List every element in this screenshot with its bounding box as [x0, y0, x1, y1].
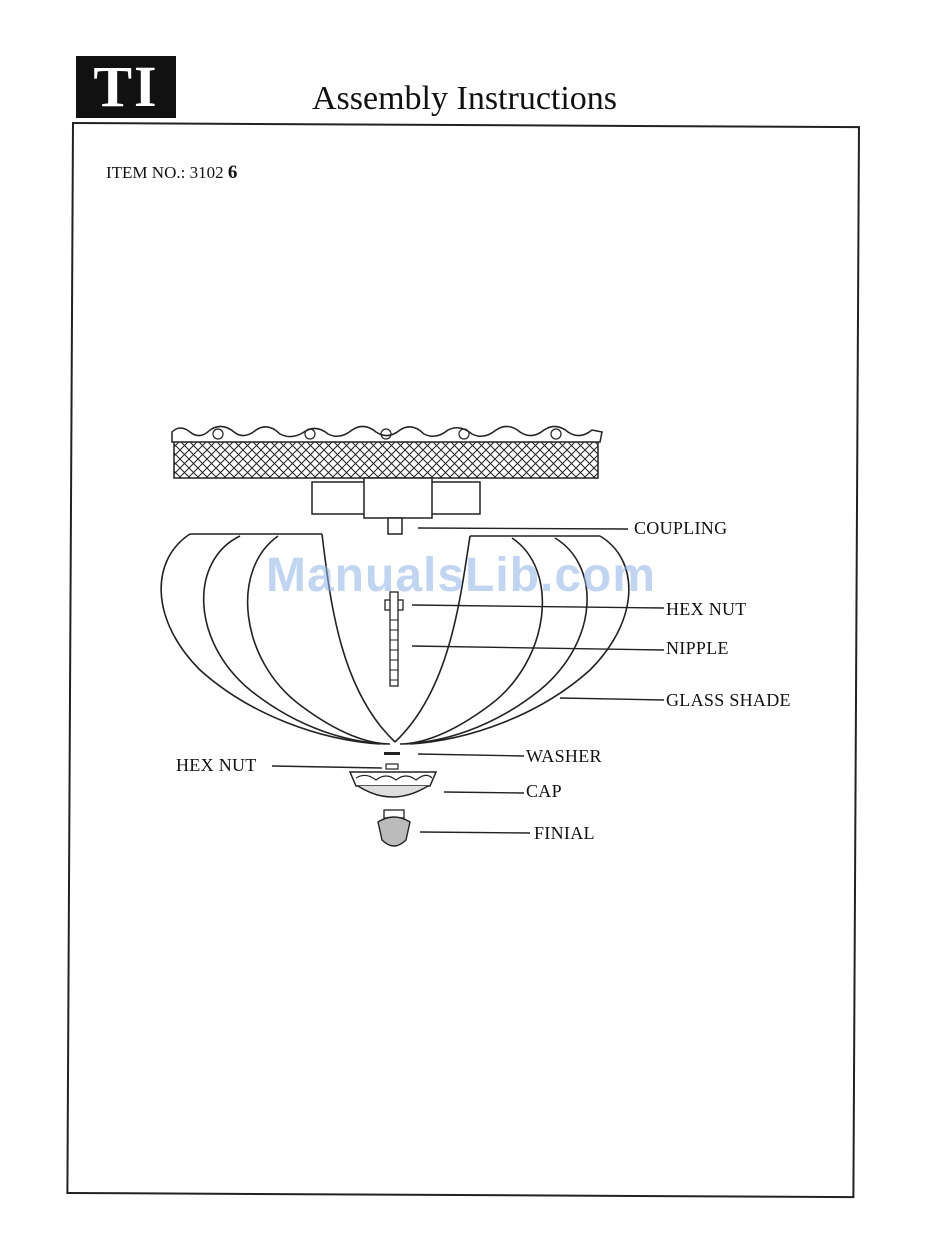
washer-part: [384, 752, 400, 755]
item-number-label: ITEM NO.: 3102: [106, 163, 224, 182]
nipple-part: [390, 592, 398, 686]
label-hex-nut-upper: HEX NUT: [666, 599, 747, 619]
cap-part: [350, 772, 436, 797]
label-coupling: COUPLING: [634, 518, 728, 538]
canopy: [172, 426, 602, 478]
brand-logo: TI: [76, 56, 176, 118]
label-hex-nut-lower: HEX NUT: [176, 755, 257, 775]
item-number-suffix: 6: [227, 162, 238, 183]
page-title: Assembly Instructions: [312, 80, 618, 117]
finial-part: [378, 810, 410, 846]
label-cap: CAP: [526, 781, 562, 801]
label-finial: FINIAL: [534, 823, 595, 843]
label-washer: WASHER: [526, 746, 602, 766]
mounting-bracket: [312, 478, 480, 518]
hex-nut-lower-part: [386, 764, 398, 769]
label-glass-shade: GLASS SHADE: [666, 690, 791, 710]
label-nipple: NIPPLE: [666, 638, 729, 658]
coupling-part: [388, 518, 402, 534]
watermark: ManualsLib.com: [266, 549, 657, 602]
